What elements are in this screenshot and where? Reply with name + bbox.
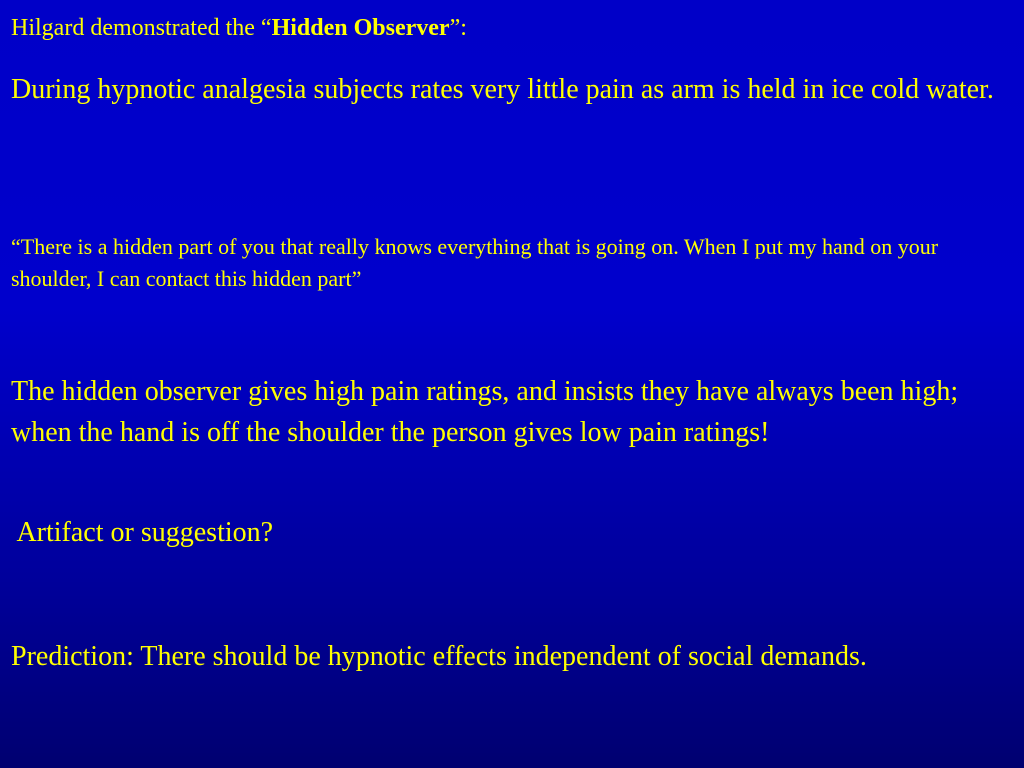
hypnotist-quote: “There is a hidden part of you that really knows everything that is going on. When I put my hand on your shoulder, I can contact this hidden part” xyxy=(11,234,939,291)
slide-heading xyxy=(11,12,467,44)
paragraph-analgesia: During hypnotic analgesia subjects rates very little pain as arm is held in ice cold water. xyxy=(11,74,994,105)
heading-prefix: Hilgard demonstrated the “ xyxy=(11,15,272,41)
question-artifact: Artifact or suggestion? xyxy=(11,517,274,548)
paragraph-hidden-observer: The hidden observer gives high pain ratings, and insists they have always been high; when the hand is off the shoulder the person gives low pain ratings! xyxy=(11,376,959,448)
heading-suffix: ”: xyxy=(449,15,467,41)
paragraph-prediction: Prediction: There should be hypnotic effects independent of social demands. xyxy=(11,641,867,672)
heading-bold-term: Hidden Observer xyxy=(271,15,450,41)
